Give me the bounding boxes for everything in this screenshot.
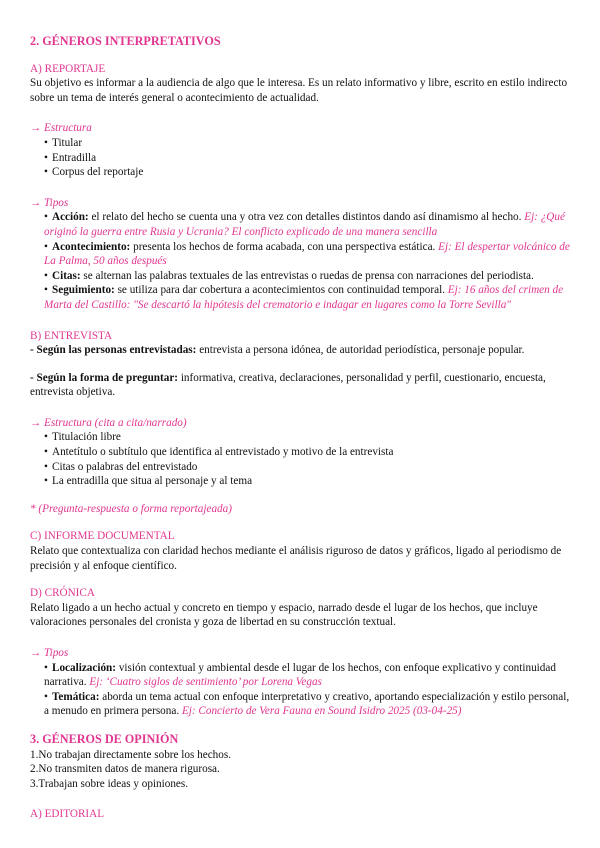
list-item: • Citas o palabras del entrevistado (44, 460, 198, 473)
list-item: • Acontecimiento: presenta los hechos de forma acabada, con una perspectiva estática. Ej: El despertar volcánico de La Palma, 50 años después (44, 240, 570, 268)
entrevista-estructura-label: → Estructura (cita a cita/narrado) (30, 416, 187, 429)
reportaje-tipos-label: → Tipos (30, 196, 69, 209)
reportaje-estructura-label: → Estructura (30, 122, 92, 135)
cronica-heading: D) CRÓNICA (30, 587, 95, 600)
informe-text: Relato que contextualiza con claridad hechos mediante el análisis riguroso de datos y gráficos, ligado al periodismo de precisión y al enfoque científico. (30, 545, 562, 572)
entrevista-heading: B) ENTREVISTA (30, 329, 113, 342)
list-item: • Seguimiento: se utiliza para dar cobertura a acontecimientos con continuidad temporal. Ej: 16 años del crimen de Marta del Castillo: "Se descartó la hipótesis del crematorio e indagar en lugares como la Torre Sevilla" (44, 284, 564, 311)
list-item: • Entradilla (44, 151, 97, 164)
reportaje-intro: Su objetivo es informar a la audiencia de algo que le interesa. Es un relato informativo y libre, escrito en estilo indirecto sobre un tema de interés general o acontecimiento de actualidad. (30, 77, 568, 104)
list-item: • Titular (44, 136, 83, 149)
informe-heading: C) INFORME DOCUMENTAL (30, 530, 175, 543)
reportaje-tipos-list (30, 210, 570, 312)
entrevista-estructura-list (30, 430, 570, 488)
reportaje-estructura-list (30, 136, 570, 180)
section-2-title: 2. GÉNEROS INTERPRETATIVOS (30, 34, 221, 48)
list-item: • Titulación libre (44, 431, 121, 444)
list-item: • Localización: visión contextual y ambiental desde el lugar de los hechos, con enfoque explicativo y continuidad narrativa. Ej: ‘Cuatro siglos de sentimiento’ por Lorena Vegas (44, 661, 556, 689)
entrevista-p2: - Según la forma de preguntar: informativa, creativa, declaraciones, personalidad y perfil, cuestionario, encuesta, entrevista objetiva. (30, 371, 546, 399)
entrevista-note: * (Pregunta-respuesta o forma reportajeada) (30, 502, 232, 515)
opinion-item-3: 3.Trabajan sobre ideas y opiniones. (30, 777, 189, 790)
list-item: • Antetítulo o subtítulo que identifica al entrevistado y motivo de la entrevista (44, 446, 394, 459)
opinion-item-2: 2.No transmiten datos de manera rigurosa. (30, 763, 220, 776)
cronica-tipos-label: → Tipos (30, 647, 69, 659)
opinion-item-1: 1.No trabajan directamente sobre los hechos. (30, 748, 231, 761)
list-item: • Corpus del reportaje (44, 166, 144, 179)
list-item: • Citas: se alternan las palabras textuales de las entrevistas o ruedas de prensa con narraciones del periodista. (44, 269, 534, 282)
cronica-tipos-list (30, 661, 570, 719)
entrevista-p1: - Según las personas entrevistadas: entrevista a persona idónea, de autoridad periodística, personaje popular. (30, 344, 525, 357)
reportaje-heading: A) REPORTAJE (30, 62, 106, 75)
editorial-heading: A) EDITORIAL (30, 808, 105, 821)
cronica-text: Relato ligado a un hecho actual y concreto en tiempo y espacio, narrado desde el lugar de los hechos, que incluye valoraciones personales del cronista y goza de libertad en su construcción textual. (30, 601, 538, 629)
list-item: • Temática: aborda un tema actual con enfoque interpretativo y creativo, aportando especialización y estilo personal, a menudo en primera persona. Ej: Concierto de Vera Fauna en Sound Isidro 2025 (03-04-25) (44, 690, 570, 718)
section-3-title: 3. GÉNEROS DE OPINIÓN (30, 731, 179, 746)
list-item: • Acción: el relato del hecho se cuenta una y otra vez con detalles distintos dando así dinamismo al hecho. Ej: ¿Qué originó la guerra entre Rusia y Ucrania? El conflicto explicado de una manera sencilla (44, 211, 565, 238)
list-item: • La entradilla que situa al personaje y al tema (44, 475, 253, 488)
